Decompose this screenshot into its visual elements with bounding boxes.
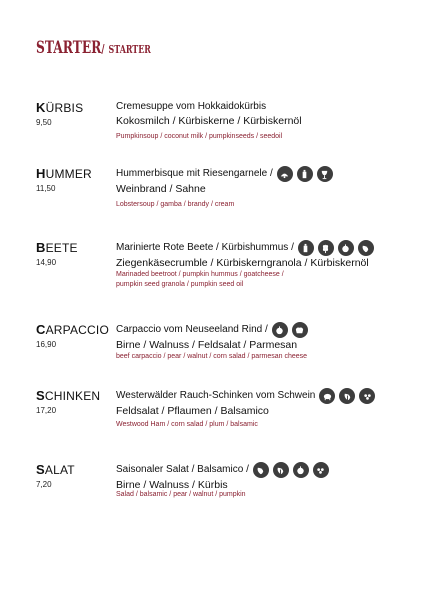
dish-name: HUMMER xyxy=(36,166,92,181)
menu-section-hummer xyxy=(36,166,406,218)
english-translation: Westwood Ham / corn salad / plum / balsamic xyxy=(116,421,258,428)
english-translation: Marinaded beetroot / pumpkin hummus / goatcheese / xyxy=(116,271,284,278)
page-title-main: STARTER xyxy=(36,38,102,58)
vegetarian-icon xyxy=(358,240,374,256)
allergen-icons xyxy=(277,166,333,182)
nuts-icon xyxy=(293,462,309,478)
dish-description xyxy=(116,322,406,352)
vegetarian-icon xyxy=(253,462,269,478)
english-translation: Pumpkinsoup / coconut milk / pumpkinseeds / seedoil xyxy=(116,133,283,140)
description-line-2: Feldsalat / Pflaumen / Balsamico xyxy=(116,405,269,417)
nuts-icon xyxy=(338,240,354,256)
page-title-separator: / xyxy=(101,42,105,56)
description-line-2: Kokosmilch / Kürbiskerne / Kürbiskernöl xyxy=(116,115,302,127)
description-line-1: Saisonaler Salat / Balsamico / xyxy=(116,464,249,475)
english-translation: Salad / balsamic / pear / walnut / pumpkin xyxy=(116,491,246,498)
description-line-1: Westerwälder Rauch-Schinken vom Schwein xyxy=(116,390,316,401)
dish-description xyxy=(116,388,406,418)
dish-name: SCHINKEN xyxy=(36,388,101,403)
english-translation: beef carpaccio / pear / walnut / corn salad / parmesan cheese xyxy=(116,353,308,360)
menu-section-beete xyxy=(36,240,406,296)
allergen-icons xyxy=(298,240,374,256)
vegan-icon xyxy=(273,462,289,478)
milk-icon xyxy=(297,166,313,182)
description-line-1: Carpaccio vom Neuseeland Rind / xyxy=(116,324,268,335)
page-title-sub: STARTER xyxy=(108,43,151,56)
mustard-icon xyxy=(313,462,329,478)
description-line-2: Birne / Walnuss / Feldsalat / Parmesan xyxy=(116,339,298,351)
english-translation: Lobstersoup / gamba / brandy / cream xyxy=(116,201,235,208)
dish-name: SALAT xyxy=(36,462,75,477)
gluten-icon xyxy=(318,240,334,256)
dish-name: KÜRBIS xyxy=(36,100,84,115)
milk-icon xyxy=(298,240,314,256)
description-line-2: Birne / Walnuss / Kürbis xyxy=(116,479,228,491)
description-line-1: Hummerbisque mit Riesengarnele / xyxy=(116,168,273,179)
menu-section-schinken xyxy=(36,388,406,434)
wine-icon xyxy=(317,166,333,182)
dish-price: 17,20 xyxy=(36,406,57,415)
menu-section-salat xyxy=(36,462,406,508)
dish-description xyxy=(116,240,406,270)
nuts-icon xyxy=(272,322,288,338)
dish-description xyxy=(116,462,406,492)
dish-price: 9,50 xyxy=(36,118,52,127)
allergen-icons xyxy=(272,322,308,338)
beef-icon xyxy=(292,322,308,338)
dish-price: 7,20 xyxy=(36,480,52,489)
dish-price: 16,90 xyxy=(36,340,57,349)
page-title xyxy=(36,38,151,58)
menu-section-kuerbis xyxy=(36,100,406,152)
description-line-1: Cremesuppe vom Hokkaidokürbis xyxy=(116,101,267,112)
menu-section-carpaccio xyxy=(36,322,406,366)
allergen-icons xyxy=(253,462,329,478)
shellfish-icon xyxy=(277,166,293,182)
dish-name: BEETE xyxy=(36,240,78,255)
dish-price: 11,50 xyxy=(36,184,56,193)
dish-price: 14,90 xyxy=(36,258,57,267)
pork-icon xyxy=(319,388,335,404)
description-line-2: Ziegenkäsecrumble / Kürbiskerngranola / Kürbiskernöl xyxy=(116,257,369,269)
vegan-icon xyxy=(339,388,355,404)
allergen-icons xyxy=(319,388,375,404)
dish-description xyxy=(116,166,406,196)
dish-name: CARPACCIO xyxy=(36,322,109,337)
description-line-1: Marinierte Rote Beete / Kürbishummus / xyxy=(116,242,294,253)
mustard-icon xyxy=(359,388,375,404)
description-line-2: Weinbrand / Sahne xyxy=(116,183,206,195)
english-translation-2: pumpkin seed granola / pumpkin seed oil xyxy=(116,281,244,288)
dish-description xyxy=(116,100,406,128)
